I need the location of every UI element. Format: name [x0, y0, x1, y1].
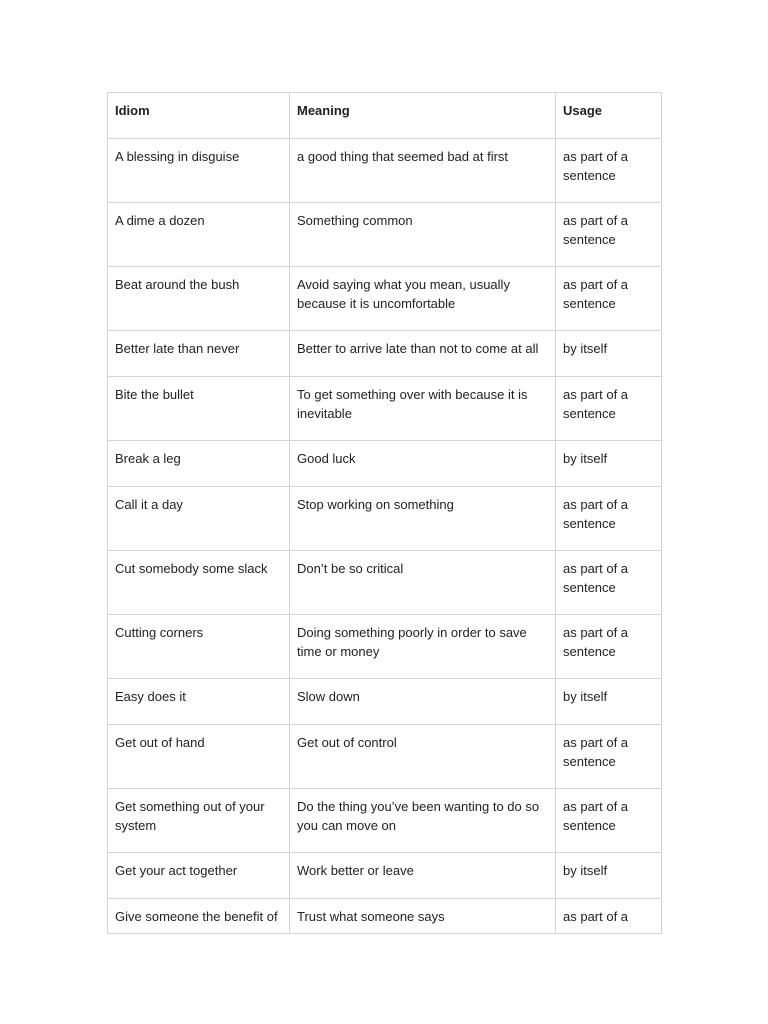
meaning-cell: Don’t be so critical: [290, 551, 556, 615]
usage-cell: as part of a sentence: [556, 789, 662, 853]
usage-cell: as part of a sentence: [556, 551, 662, 615]
usage-cell: as part of a sentence: [556, 725, 662, 789]
meaning-cell: Doing something poorly in order to save time or money: [290, 615, 556, 679]
meaning-cell: Slow down: [290, 679, 556, 725]
meaning-cell: Something common: [290, 203, 556, 267]
idiom-cell: Better late than never: [108, 331, 290, 377]
meaning-cell: To get something over with because it is inevitable: [290, 377, 556, 441]
table-row: [108, 853, 662, 899]
table-row: [108, 551, 662, 615]
idiom-cell: Call it a day: [108, 487, 290, 551]
idiom-cell: Easy does it: [108, 679, 290, 725]
usage-cell: as part of a sentence: [556, 615, 662, 679]
meaning-cell: Avoid saying what you mean, usually because it is uncomfortable: [290, 267, 556, 331]
usage-cell: as part of a sentence: [556, 203, 662, 267]
usage-cell: by itself: [556, 441, 662, 487]
idiom-cell: Beat around the bush: [108, 267, 290, 331]
table-row: [108, 615, 662, 679]
header-usage: Usage: [556, 93, 662, 139]
idiom-cell: Get something out of your system: [108, 789, 290, 853]
idiom-cell: Give someone the benefit of: [108, 899, 290, 934]
usage-cell: as part of a sentence: [556, 377, 662, 441]
table-row: [108, 789, 662, 853]
meaning-cell: Do the thing you’ve been wanting to do so you can move on: [290, 789, 556, 853]
table-row: [108, 679, 662, 725]
header-meaning: Meaning: [290, 93, 556, 139]
idiom-cell: A blessing in disguise: [108, 139, 290, 203]
table-row: [108, 487, 662, 551]
idiom-cell: Cut somebody some slack: [108, 551, 290, 615]
meaning-cell: Stop working on something: [290, 487, 556, 551]
usage-cell: by itself: [556, 679, 662, 725]
usage-cell: as part of a: [556, 899, 662, 934]
idiom-cell: Bite the bullet: [108, 377, 290, 441]
idiom-cell: Cutting corners: [108, 615, 290, 679]
table-row: [108, 377, 662, 441]
idioms-table: [107, 92, 662, 934]
meaning-cell: Trust what someone says: [290, 899, 556, 934]
table-row: [108, 441, 662, 487]
table-row: [108, 267, 662, 331]
meaning-cell: Good luck: [290, 441, 556, 487]
table-row: [108, 725, 662, 789]
usage-cell: by itself: [556, 331, 662, 377]
idiom-cell: Get your act together: [108, 853, 290, 899]
table-row: [108, 203, 662, 267]
meaning-cell: Get out of control: [290, 725, 556, 789]
meaning-cell: Work better or leave: [290, 853, 556, 899]
meaning-cell: a good thing that seemed bad at first: [290, 139, 556, 203]
meaning-cell: Better to arrive late than not to come at all: [290, 331, 556, 377]
usage-cell: as part of a sentence: [556, 267, 662, 331]
header-idiom: Idiom: [108, 93, 290, 139]
idiom-cell: Get out of hand: [108, 725, 290, 789]
usage-cell: as part of a sentence: [556, 139, 662, 203]
idiom-cell: Break a leg: [108, 441, 290, 487]
usage-cell: as part of a sentence: [556, 487, 662, 551]
table-row: [108, 139, 662, 203]
table-header-row: [108, 93, 662, 139]
usage-cell: by itself: [556, 853, 662, 899]
table-row: [108, 899, 662, 934]
idiom-cell: A dime a dozen: [108, 203, 290, 267]
table-row: [108, 331, 662, 377]
